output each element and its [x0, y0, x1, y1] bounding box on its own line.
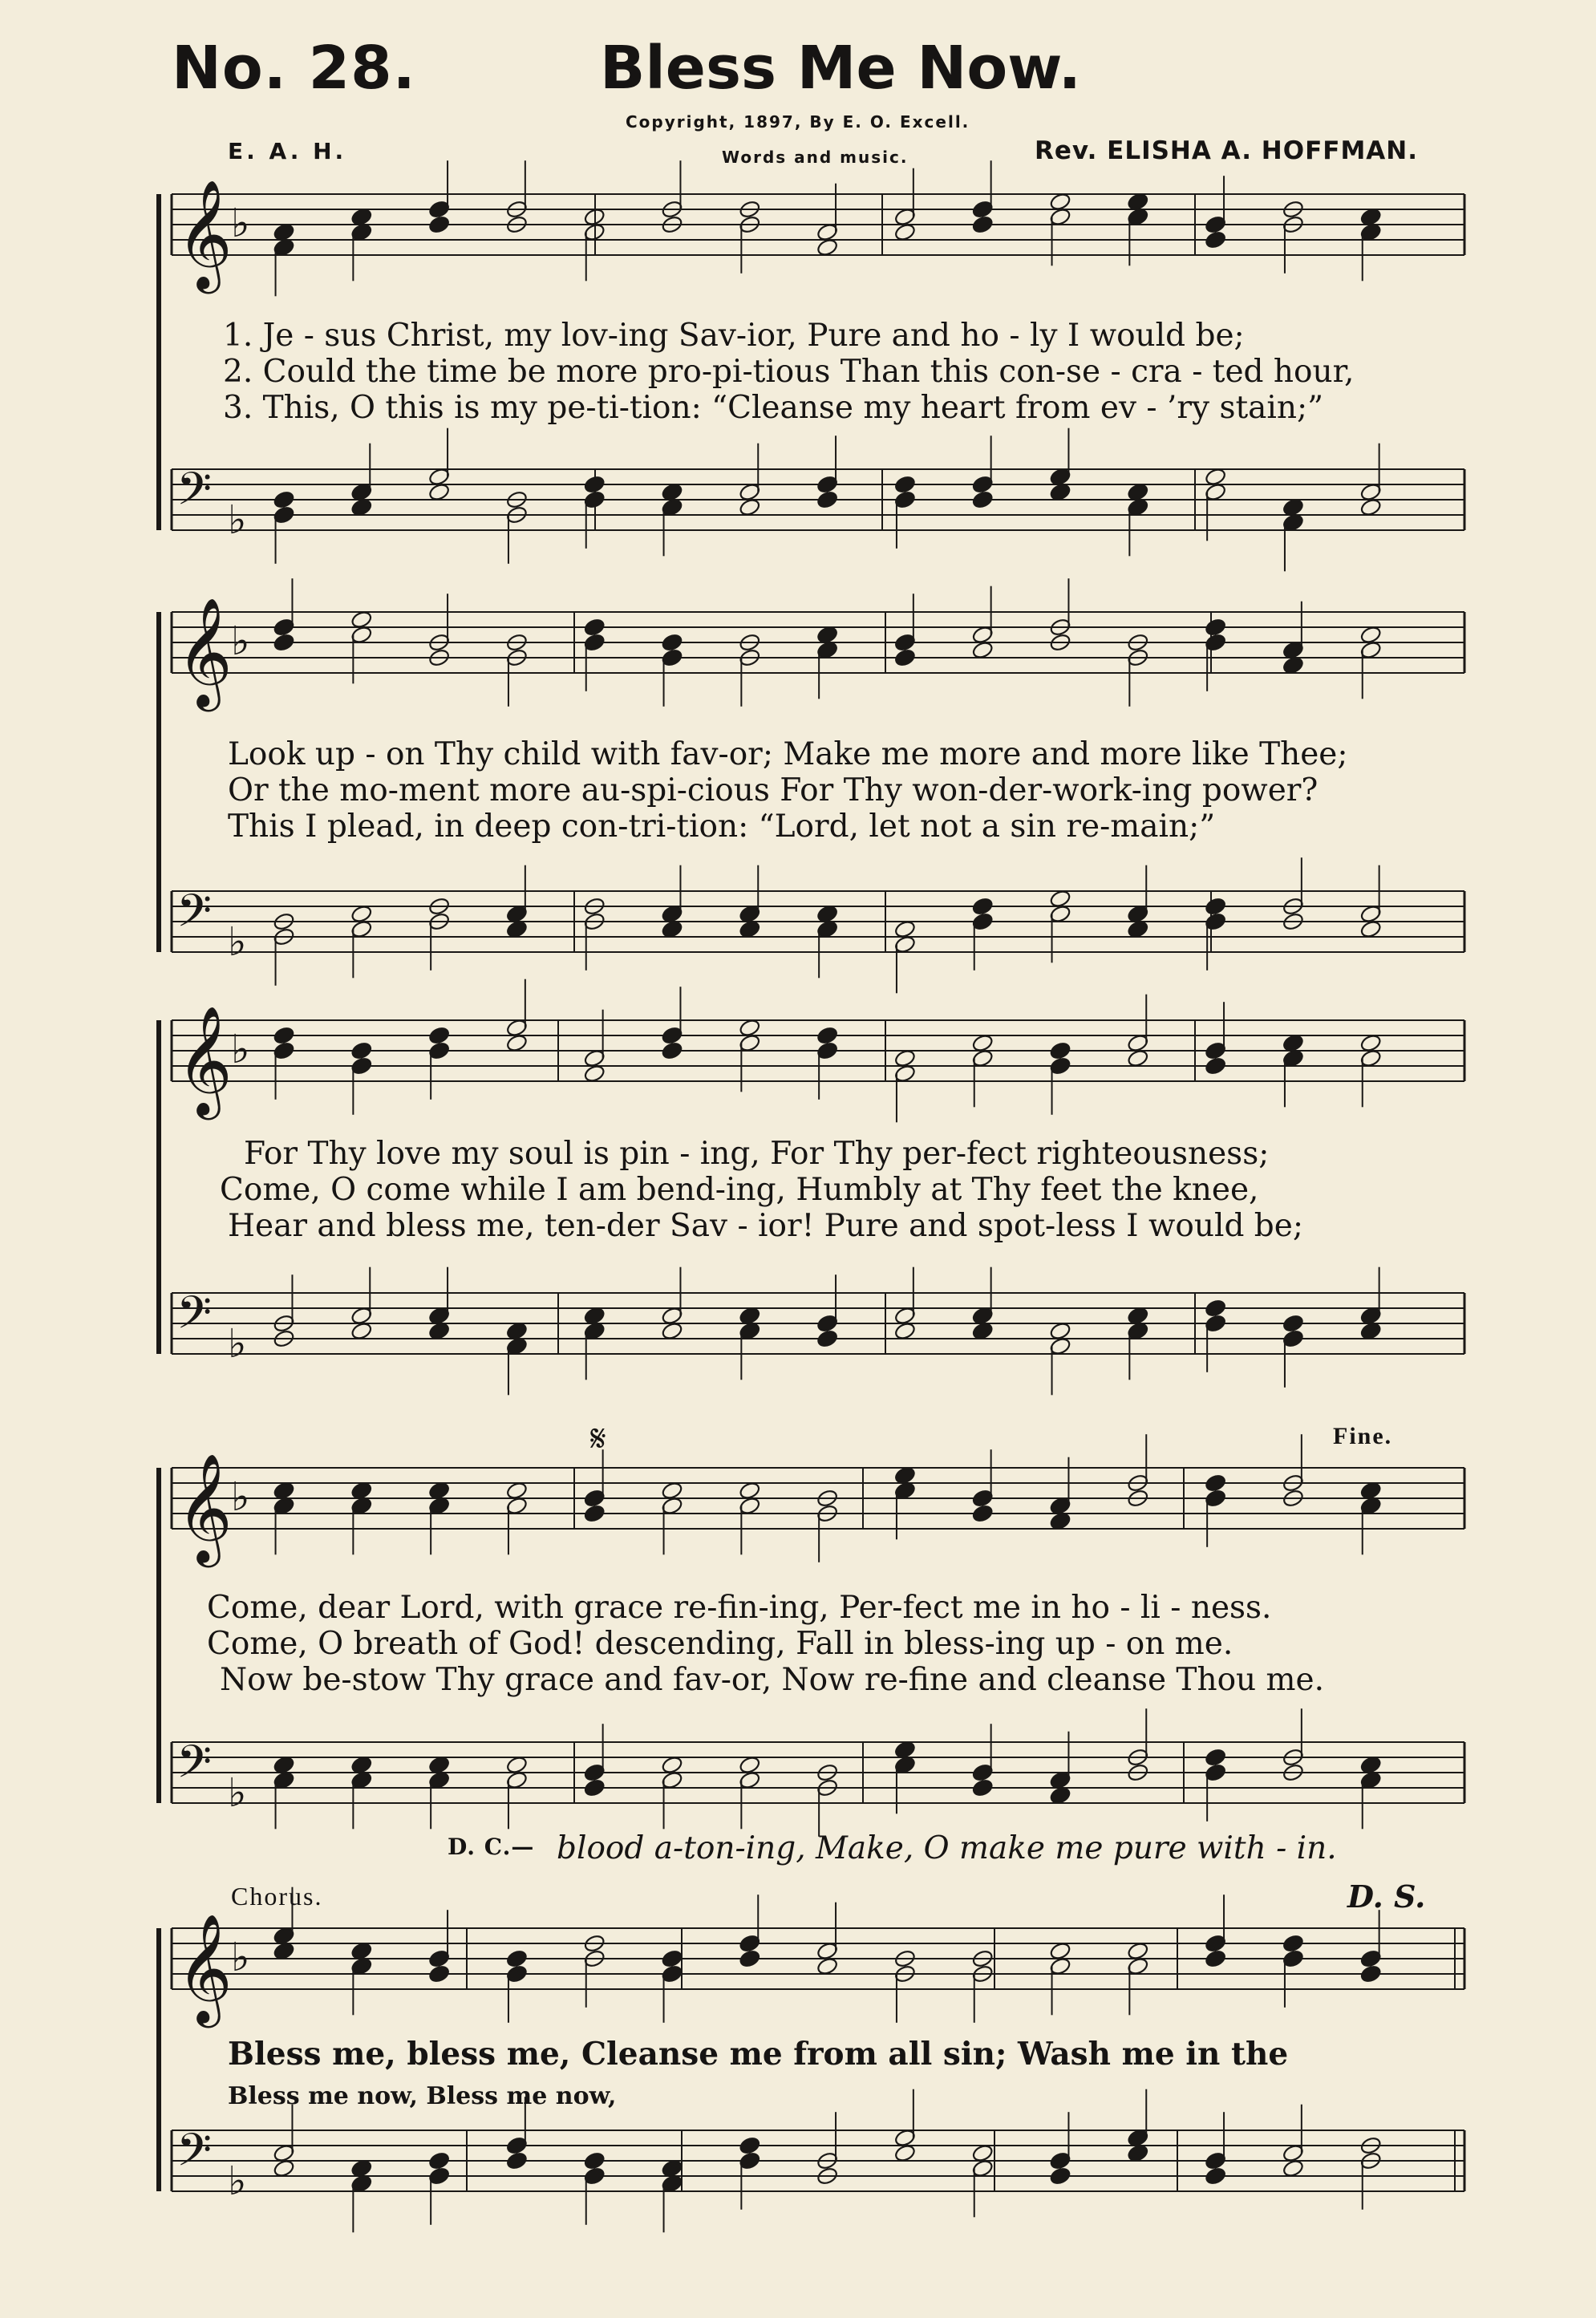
chorus-bass-note: [1205, 2166, 1227, 2186]
system4-bass-note: [1205, 1748, 1227, 1767]
hymn-title: Bless Me Now.: [600, 34, 1081, 103]
system3-treble-note: [816, 1026, 839, 1045]
system1-verse2: 2. Could the time be more pro-pi-tious Than this con-se - cra - ted hour,: [223, 354, 1355, 390]
chorus-treble-note: [661, 1949, 683, 1968]
chorus-bass-key-flat: ♭: [228, 2157, 247, 2204]
system1-verse1: 1. Je - sus Christ, my lov-ing Sav-ior, Pure and ho - ly I would be;: [223, 318, 1245, 354]
segno-sign: 𝄋: [590, 1416, 606, 1460]
system1-bass-note: [893, 475, 916, 494]
chorus-bass-note: [1049, 2166, 1071, 2186]
system2-treble-note: [583, 618, 606, 637]
system4-bass-bass-clef: 𝄢: [176, 1736, 212, 1801]
system1-bass-bass-clef: 𝄢: [176, 464, 212, 528]
system3-bass-bass-clef: 𝄢: [176, 1287, 212, 1351]
system1-treble-key-flat: ♭: [231, 200, 250, 247]
ds-marking: D. S.: [1347, 1878, 1426, 1915]
system4-treble-note: [583, 1504, 606, 1523]
system4-treble-note: [1205, 1473, 1227, 1493]
system1-bass-note: [583, 475, 606, 494]
system2-bass-note: [971, 897, 994, 916]
system2-verse1: Look up - on Thy child with fav-or; Make me more and more like Thee;: [228, 736, 1348, 772]
system3-treble-note: [1205, 1056, 1227, 1076]
system4-bass-key-flat: ♭: [228, 1769, 247, 1816]
hymn-number: No. 28.: [172, 34, 416, 103]
system3-treble-note: [1049, 1041, 1071, 1060]
system3-verse1: For Thy love my soul is pin - ing, For Thy per-fect righteousness;: [244, 1136, 1270, 1172]
system4-bass-note: [971, 1778, 994, 1797]
system1-bass-key-flat: ♭: [228, 496, 247, 543]
system2-verse2: Or the mo-ment more au-spi-cious For Thy won-der-work-ing power?: [228, 772, 1319, 808]
author-name: Rev. ELISHA A. HOFFMAN.: [1035, 136, 1419, 165]
system1-bass-note: [273, 490, 295, 509]
system3-treble-note: [428, 1026, 451, 1045]
chorus-treble-note: [1359, 1964, 1382, 1984]
dc-lyric: blood a-ton-ing, Make, O make me pure with - in.: [557, 1830, 1337, 1866]
system3-bass-note: [1282, 1314, 1304, 1333]
chorus-bass-note: [428, 2151, 451, 2170]
chorus-treble-key-flat: ♭: [231, 1934, 250, 1981]
system2-bass-note: [1205, 897, 1227, 916]
dc-prefix: D. C.—: [448, 1834, 535, 1860]
copyright-notice: Copyright, 1897, By E. O. Excell.: [626, 112, 970, 132]
system3-bass-note: [1205, 1299, 1227, 1318]
chorus-treble-note: [739, 1949, 761, 1968]
system3-verse3: Hear and bless me, ten-der Sav - ior! Pure and spot-less I would be;: [228, 1208, 1303, 1244]
system1-treble-note: [428, 215, 451, 234]
words-and-music-label: Words and music.: [722, 148, 909, 167]
system2-treble-treble-clef: 𝄞: [176, 597, 233, 707]
system2-treble-note: [661, 633, 683, 652]
chorus-bass-note: [505, 2151, 528, 2170]
system3-bass-key-flat: ♭: [228, 1319, 247, 1367]
system1-treble-note: [971, 215, 994, 234]
system2-treble-note: [273, 633, 295, 652]
system2-verse3: This I plead, in deep con-tri-tion: “Lord, let not a sin re-main;”: [228, 808, 1216, 845]
system3-bass-note: [816, 1329, 839, 1348]
system1-treble-treble-clef: 𝄞: [176, 179, 233, 289]
chorus-treble-note: [505, 1949, 528, 1968]
system4-bass-note: [583, 1778, 606, 1797]
system1-bass-note: [971, 490, 994, 509]
system1-bass-note: [816, 490, 839, 509]
fine-marking: Fine.: [1333, 1423, 1393, 1449]
system4-treble-treble-clef: 𝄞: [176, 1453, 233, 1562]
chorus-bass-bass-clef: 𝄢: [176, 2125, 212, 2189]
system2-treble-note: [1205, 618, 1227, 637]
system1-treble-note: [1205, 230, 1227, 249]
system3-treble-note: [273, 1026, 295, 1045]
chorus-bass-note: [583, 2151, 606, 2170]
chorus-treble-note: [1282, 1934, 1304, 1953]
system4-verse1: Come, dear Lord, with grace re-fin-ing, Per-fect me in ho - li - ness.: [207, 1590, 1272, 1626]
chorus-bass-note: [739, 2136, 761, 2155]
chorus-echo-lyric: Bless me now, Bless me now,: [228, 2082, 617, 2110]
chorus-treble-note: [428, 1964, 451, 1984]
system4-verse3: Now be-stow Thy grace and fav-or, Now re-fine and cleanse Thou me.: [220, 1662, 1325, 1698]
system3-treble-note: [350, 1041, 373, 1060]
system2-bass-key-flat: ♭: [228, 918, 247, 965]
system4-treble-key-flat: ♭: [231, 1473, 250, 1521]
system2-treble-key-flat: ♭: [231, 618, 250, 665]
system3-treble-note: [661, 1041, 683, 1060]
system1-verse3: 3. This, O this is my pe-ti-tion: “Cleanse my heart from ev - ’ry stain;”: [223, 390, 1324, 426]
chorus-treble-note: [1205, 1949, 1227, 1968]
system4-treble-note: [971, 1504, 994, 1523]
system3-treble-treble-clef: 𝄞: [176, 1005, 233, 1115]
system3-verse2: Come, O come while I am bend-ing, Humbly at Thy feet the knee,: [220, 1172, 1259, 1208]
chorus-lyric: Bless me, bless me, Cleanse me from all sin; Wash me in the: [228, 2036, 1289, 2073]
system3-treble-key-flat: ♭: [231, 1026, 250, 1073]
chorus-treble-treble-clef: 𝄞: [176, 1913, 233, 2023]
system2-treble-note: [893, 648, 916, 667]
system2-bass-bass-clef: 𝄢: [176, 885, 212, 950]
chorus-label: Chorus.: [231, 1882, 323, 1911]
system4-verse2: Come, O breath of God! descending, Fall in bless-ing up - on me.: [207, 1626, 1233, 1662]
composer-initials: E. A. H.: [228, 138, 347, 164]
